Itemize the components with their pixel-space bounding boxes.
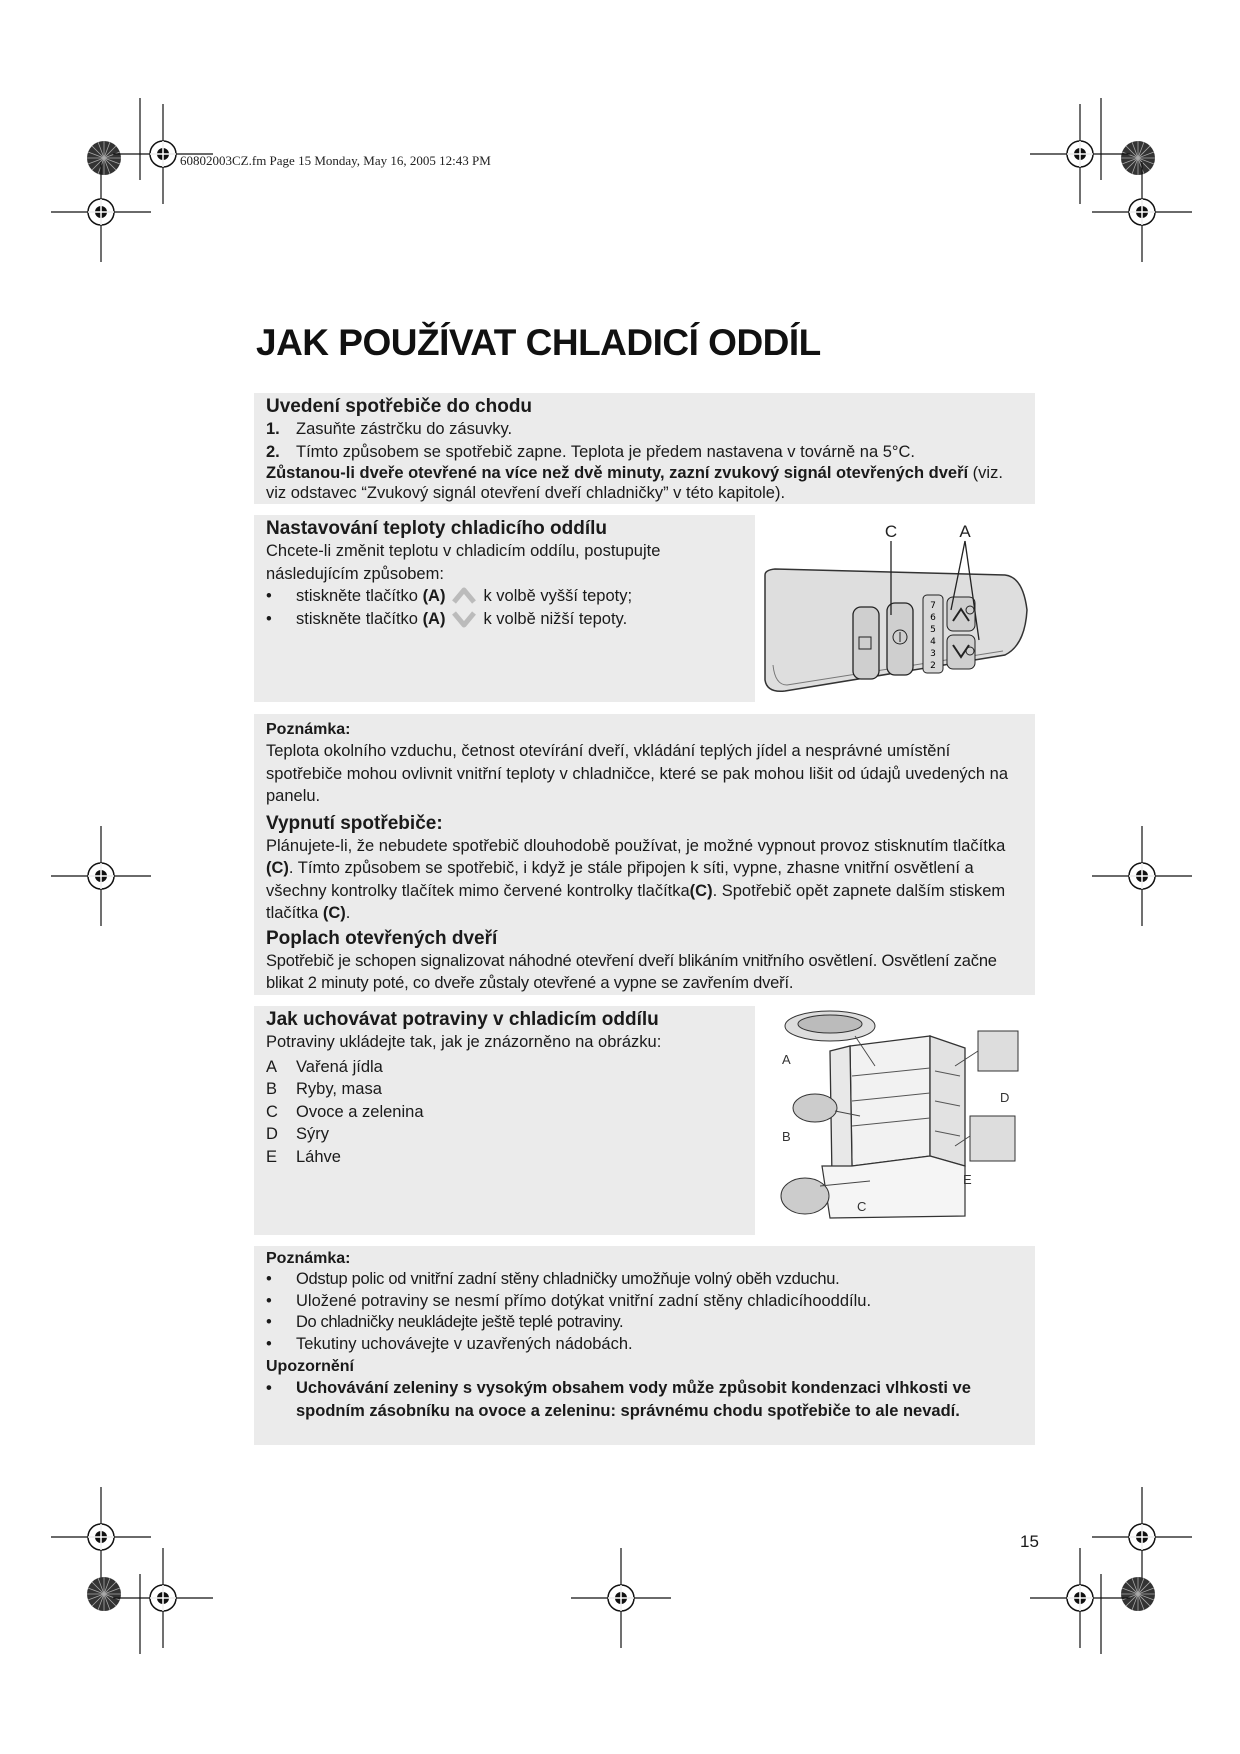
startup-section (254, 393, 1035, 504)
note-section (254, 714, 1035, 995)
fridge-illustration (760, 1006, 1035, 1235)
bullet: • (266, 1270, 272, 1288)
panel-digit: 3 (930, 649, 936, 659)
item-letter: A (266, 1057, 278, 1076)
note-item: Tekutiny uchovávejte v uzavřených nádobách. (296, 1334, 633, 1353)
item-label: Sýry (296, 1125, 329, 1143)
switch-off-text: Plánujete-li, že nebudete spotřebič dlouhodobě používat, je možné vypnout provoz stisknutím tlačítka (C). Tímto způsobem se spotřebič, i když je stále připojen k síti, vypne, zhasne vnitřní osvětlení a všechny kontrolky tlačítek mimo červené kontrolky tlačítka(C). Spotřebič opět zapnete dalším stiskem tlačítka (C). (266, 836, 1006, 922)
bullet: • (266, 1379, 272, 1397)
button-ref: (A) (422, 609, 446, 628)
bullet: • (266, 1334, 272, 1353)
page-number: 15 (1020, 1532, 1039, 1551)
storage-note-section (254, 1246, 1035, 1445)
figure-label-c: C (857, 1199, 867, 1214)
storage-section (254, 1006, 755, 1235)
step-number: 1. (266, 420, 280, 438)
note-text: Teplota okolního vzduchu, četnost otevírání dveří, vkládání teplých jídel a nesprávné umístění spotřebiče mohou ovlivnit vnitřní teploty v chladničce, které se pak mohou lišit od údajů uvedených na panelu. (266, 742, 1009, 805)
panel-digit: 4 (930, 637, 936, 647)
item-label: Láhve (296, 1147, 341, 1166)
step-number: 2. (266, 442, 280, 461)
control-panel-illustration (755, 515, 1035, 702)
panel-label-a: A (959, 522, 971, 541)
storage-heading: Jak uchovávat potraviny v chladicím oddílu (266, 1009, 659, 1030)
panel-digit: 7 (930, 601, 936, 611)
startup-heading: Uvedení spotřebiče do chodu (266, 396, 533, 417)
step-text: Tímto způsobem se spotřebič zapne. Teplota je předem nastavena v továrně na 5°C. (296, 442, 915, 461)
item-letter: B (266, 1080, 278, 1098)
temperature-heading: Nastavování teploty chladicího oddílu (266, 518, 607, 539)
panel-digit: 6 (930, 613, 936, 623)
temperature-intro: Chcete-li změnit teplotu v chladicím oddílu, postupujte (266, 542, 661, 560)
arrow-up-icon (451, 585, 477, 607)
note-item: Odstup polic od vnitřní zadní stěny chladničky umožňuje volný oběh vzduchu. (296, 1270, 840, 1288)
panel-digit: 2 (930, 661, 936, 671)
warning-heading: Upozornění (266, 1358, 354, 1375)
figure-label-a: A (782, 1052, 791, 1067)
step-text: Zasuňte zástrčku do zásuvky. (296, 420, 513, 438)
page-title: JAK POUŽÍVAT CHLADICÍ ODDÍL (256, 322, 821, 363)
alarm-heading: Poplach otevřených dveří (266, 927, 498, 949)
storage-intro: Potraviny ukládejte tak, jak je znázorněno na obrázku: (266, 1033, 662, 1051)
panel-label-c: C (884, 522, 898, 541)
bullet: • (266, 587, 272, 605)
note-item: Uložené potraviny se nesmí přímo dotýkat vnitřní zadní stěny chladicíhooddílu. (296, 1291, 872, 1310)
arrow-down-icon (451, 608, 477, 630)
bullet: • (266, 1291, 272, 1310)
instruction-text: k volbě vyšší tepoty; (483, 587, 633, 605)
note-heading: Poznámka: (266, 1250, 351, 1267)
item-label: Ovoce a zelenina (296, 1102, 424, 1121)
temperature-intro: následujícím způsobem: (266, 564, 444, 583)
item-label: Vařená jídla (296, 1057, 383, 1076)
item-letter: C (266, 1102, 278, 1121)
item-letter: E (266, 1147, 278, 1166)
note-item: Do chladničky neukládejte ještě teplé potraviny. (296, 1313, 624, 1331)
alarm-text: Spotřebič je schopen signalizovat náhodné otevření dveří blikáním vnitřního osvětlení. Osvětlení začne blikat 2 minuty poté, co dveře zůstaly otevřené a vypne se zavřením dveří. (266, 951, 997, 992)
door-warning-bold: Zůstanou-li dveře otevřené na více než dvě minuty, zazní zvukový signál otevřených dveří (266, 464, 969, 482)
figure-label-b: B (782, 1129, 791, 1144)
panel-digit: 5 (930, 625, 936, 635)
warning-text: Uchovávání zeleniny s vysokým obsahem vody může způsobit kondenzaci vlhkosti ve spodním zásobníku na ovoce a zeleninu: správnému chodu spotřebiče to ale nevadí. (296, 1379, 971, 1420)
instruction-text: stiskněte tlačítko (296, 587, 423, 605)
instruction-text: stiskněte tlačítko (296, 609, 423, 628)
note-heading: Poznámka: (266, 721, 351, 738)
switch-off-heading: Vypnutí spotřebiče: (266, 812, 443, 834)
figure-label-d: D (1000, 1090, 1010, 1105)
bullet: • (266, 1313, 272, 1331)
file-header: 60802003CZ.fm Page 15 Monday, May 16, 2005 12:43 PM (180, 153, 491, 168)
item-letter: D (266, 1125, 278, 1143)
temperature-section (254, 515, 755, 702)
door-warning-text: (viz. viz odstavec “Zvukový signál otevření dveří chladničky” v této kapitole). (266, 464, 1003, 502)
figure-label-e: E (963, 1172, 972, 1187)
bullet: • (266, 609, 272, 628)
button-ref: (A) (422, 587, 446, 605)
item-label: Ryby, masa (296, 1080, 382, 1098)
instruction-text: k volbě nižší tepoty. (483, 609, 628, 628)
